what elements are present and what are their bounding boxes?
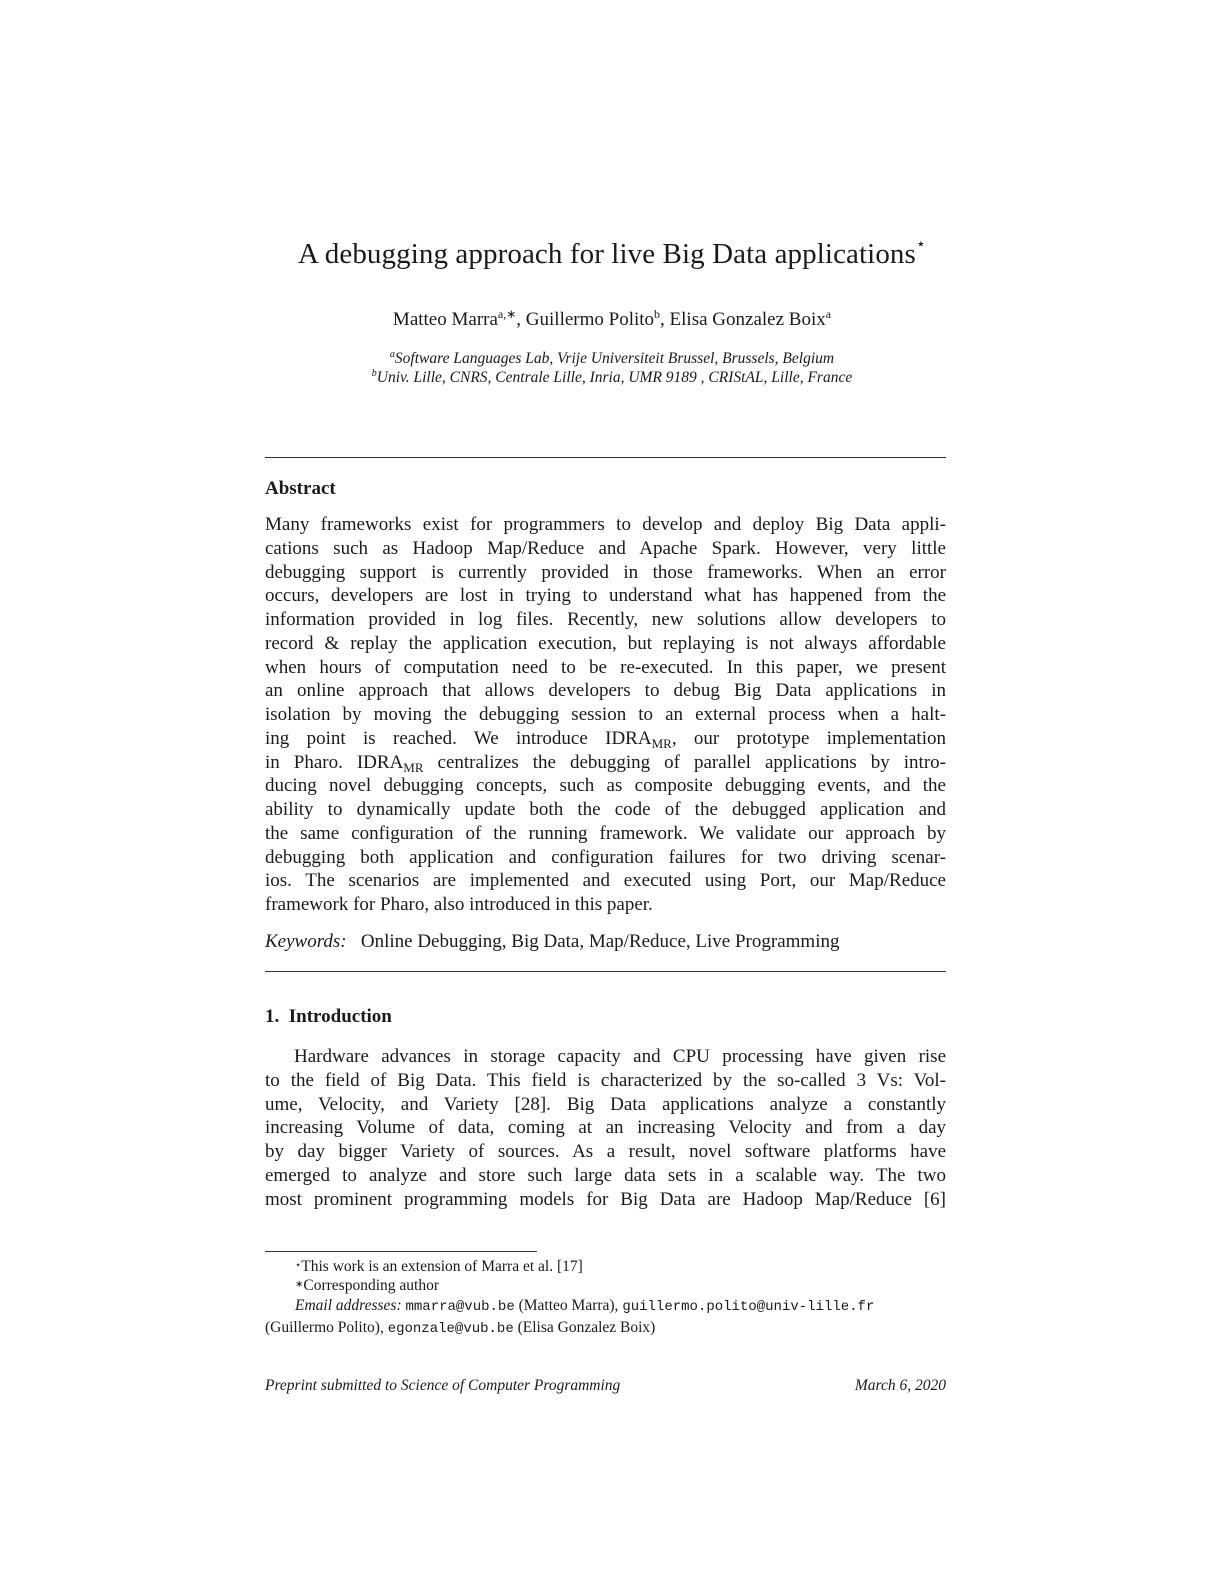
abstract-line: debugging support is currently provided in those frameworks. When an error (265, 561, 946, 583)
email-owner: (Matteo Marra), (518, 1297, 619, 1314)
email-link[interactable]: guillermo.polito@univ-lille.fr (622, 1299, 875, 1315)
author-separator: , (660, 309, 670, 330)
author: Guillermo Polito (525, 309, 655, 330)
affiliation (0, 350, 1224, 368)
footnote-extension (265, 1257, 946, 1277)
intro-line: increasing Volume of data, coming at an increasing Velocity and from a day (265, 1117, 946, 1139)
idra-subscript: MR (651, 735, 672, 751)
footnote-text: This work is an extension of Marra et al. [17] (301, 1258, 583, 1275)
idra-subscript: MR (403, 759, 424, 775)
footnote-corresponding (265, 1276, 946, 1296)
abstract-line: ability to dynamically update both the code of the debugged application and (265, 799, 946, 820)
keywords (265, 930, 946, 954)
author: Elisa Gonzalez Boix (669, 309, 826, 330)
affiliation-text: Software Languages Lab, Vrije Universiteit Brussel, Brussels, Belgium (394, 350, 835, 367)
author-affil-mark: a,∗ (497, 307, 517, 321)
author-affil-mark: b (654, 307, 661, 321)
footer-venue: Preprint submitted to Science of Computer Programming (265, 1377, 621, 1394)
abstract-line-part: centralizes the debugging of parallel applications by intro- (423, 751, 946, 773)
abstract-heading: Abstract (265, 478, 336, 499)
abstract-line: cations such as Hadoop Map/Reduce and Apache Spark. However, very little (265, 537, 946, 559)
author: Matteo Marra (392, 309, 498, 330)
footnote-mark: ∗ (295, 1279, 304, 1290)
abstract-line: an online approach that allows developers to debug Big Data applications in (265, 680, 946, 702)
intro-line: by day bigger Variety of sources. As a result, novel software platforms have (265, 1141, 946, 1162)
email-owner: (Guillermo Polito), (265, 1318, 384, 1336)
abstract-line: ducing novel debugging concepts, such as composite debugging events, and the (265, 775, 946, 797)
keywords-label: Keywords: (265, 931, 347, 952)
abstract-line: occurs, developers are lost in trying to understand what has happened from the (265, 585, 946, 607)
email-link[interactable]: egonzale@vub.be (387, 1320, 514, 1337)
intro-line: most prominent programming models for Big Data are Hadoop Map/Reduce [6] (265, 1188, 946, 1210)
abstract-line-part: ing point is reached. We introduce IDRA (265, 727, 652, 749)
abstract-line: when hours of computation need to be re-executed. In this paper, we present (265, 656, 946, 678)
title-text: A debugging approach for live Big Data applications (297, 238, 916, 270)
email-label: Email addresses: (295, 1297, 402, 1314)
affiliation-mark: b (371, 368, 377, 379)
page-footer (265, 1377, 946, 1395)
abstract-line: ios. The scenarios are implemented and executed using Port, our Map/Reduce (265, 870, 946, 892)
email-owner: (Elisa Gonzalez Boix) (517, 1318, 656, 1336)
footnote-mark: ⋆ (295, 1260, 302, 1271)
abstract-top-rule (265, 457, 946, 458)
abstract-line (265, 751, 946, 775)
abstract-line (265, 727, 946, 751)
email-link[interactable]: mmarra@vub.be (405, 1299, 515, 1315)
intro-line: emerged to analyze and store such large data sets in a scalable way. The two (265, 1164, 946, 1186)
footnote-rule (265, 1251, 537, 1252)
paper-title (0, 238, 1224, 271)
abstract-line: framework for Pharo, also introduced in this paper. (265, 894, 653, 915)
footnote-text: Corresponding author (303, 1277, 439, 1294)
intro-line: Hardware advances in storage capacity and CPU processing have given rise (294, 1046, 946, 1067)
affiliation-mark: a (389, 349, 395, 360)
abstract-line: record & replay the application execution, but replaying is not always affordable (265, 632, 946, 654)
abstract-body (265, 513, 946, 917)
intro-line: ume, Velocity, and Variety [28]. Big Data applications analyze a constantly (265, 1093, 946, 1115)
section-heading-introduction: 1. Introduction (265, 1006, 392, 1027)
abstract-bottom-rule (265, 971, 946, 972)
abstract-line: information provided in log files. Recently, new solutions allow developers to (265, 609, 946, 630)
introduction-body (265, 1045, 946, 1211)
abstract-line: isolation by moving the debugging session to an external process when a halt- (265, 704, 946, 725)
title-footnote-mark: ⋆ (915, 236, 927, 253)
footnote-emails (265, 1296, 946, 1339)
abstract-line: debugging both application and configuration failures for two driving scenar- (265, 846, 946, 868)
abstract-line: the same configuration of the running framework. We validate our approach by (265, 822, 946, 844)
affiliation (0, 369, 1224, 387)
footer-date: March 6, 2020 (854, 1377, 946, 1394)
affiliation-text: Univ. Lille, CNRS, Centrale Lille, Inria, UMR 9189 , CRIStAL, Lille, France (376, 369, 853, 386)
intro-line: to the field of Big Data. This field is characterized by the so-called 3 Vs: Vol- (265, 1069, 946, 1091)
abstract-line-part: , our prototype implementation (671, 727, 946, 749)
abstract-line-part: in Pharo. IDRA (265, 751, 404, 773)
keywords-text: Online Debugging, Big Data, Map/Reduce, Live Programming (360, 931, 840, 952)
abstract-line: Many frameworks exist for programmers to develop and deploy Big Data appli- (265, 514, 946, 535)
author-affil-mark: a (825, 307, 832, 321)
author-list (0, 309, 1224, 331)
author-separator: , (516, 309, 526, 330)
